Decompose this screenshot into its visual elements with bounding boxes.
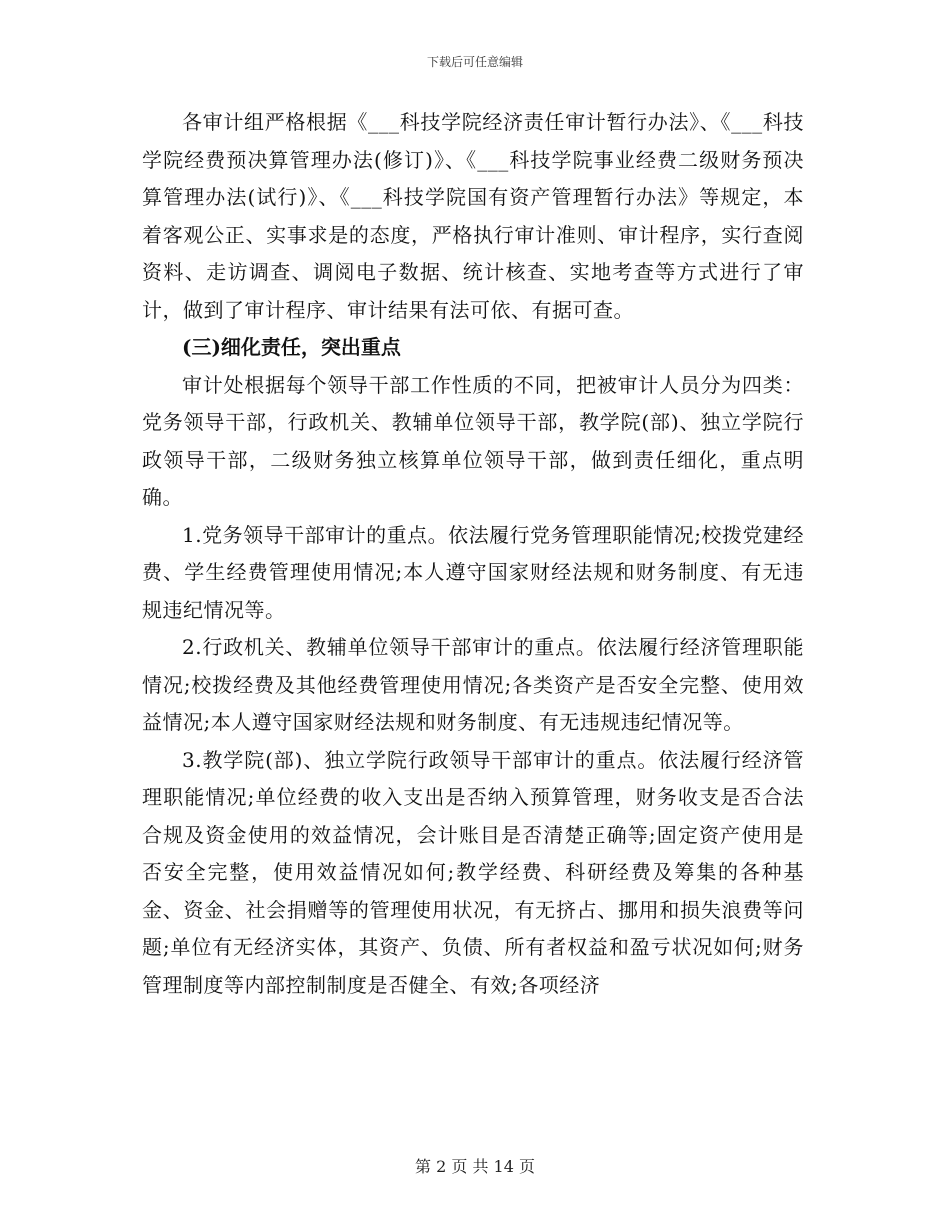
section-heading: (三)细化责任，突出重点: [182, 335, 401, 359]
paragraph-item-3: 3.教学院(部)、独立学院行政领导干部审计的重点。依法履行经济管理职能情况;单位经费的收入支出是否纳入预算管理，财务收支是否合法合规及资金使用的效益情况，会计账目是否清楚正确等;固定资产使用是否安全完整，使用效益情况如何;教学经费、科研经费及筹集的各种基金、资金、社会捐赠等的管理使用状况，有无挤占、挪用和损失浪费等问题;单位有无经济实体，其资产、负债、所有者权益和盈亏状况如何;财务管理制度等内部控制制度是否健全、有效;各项经济: [142, 747, 804, 997]
paragraph-item-2: 2.行政机关、教辅单位领导干部审计的重点。依法履行经济管理职能情况;校拨经费及其他经费管理使用情况;各类资产是否安全完整、使用效益情况;本人遵守国家财经法规和财务制度、有无违规违纪情况等。: [142, 635, 804, 734]
paragraph-classification: 审计处根据每个领导干部工作性质的不同，把被审计人员分为四类：党务领导干部，行政机关、教辅单位领导干部，教学院(部)、独立学院行政领导干部，二级财务独立核算单位领导干部，做到责任细化，重点明确。: [142, 372, 804, 509]
document-body: [142, 104, 804, 1004]
page-footer: 第 2 页 共 14 页: [415, 1157, 535, 1176]
paragraph-audit-basis: 各审计组严格根据《___科技学院经济责任审计暂行办法》、《___科技学院经费预决算管理办法(修订)》、《___科技学院事业经费二级财务预决算管理办法(试行)》、《___科技学院国有资产管理暂行办法》等规定，本着客观公正、实事求是的态度，严格执行审计准则、审计程序，实行查阅资料、走访调查、调阅电子数据、统计核查、实地考查等方式进行了审计，做到了审计程序、审计结果有法可依、有据可查。: [142, 110, 804, 322]
paragraph-item-1: 1.党务领导干部审计的重点。依法履行党务管理职能情况;校拨党建经费、学生经费管理使用情况;本人遵守国家财经法规和财务制度、有无违规违纪情况等。: [142, 522, 804, 622]
page-header: 下载后可任意编辑: [426, 55, 523, 69]
